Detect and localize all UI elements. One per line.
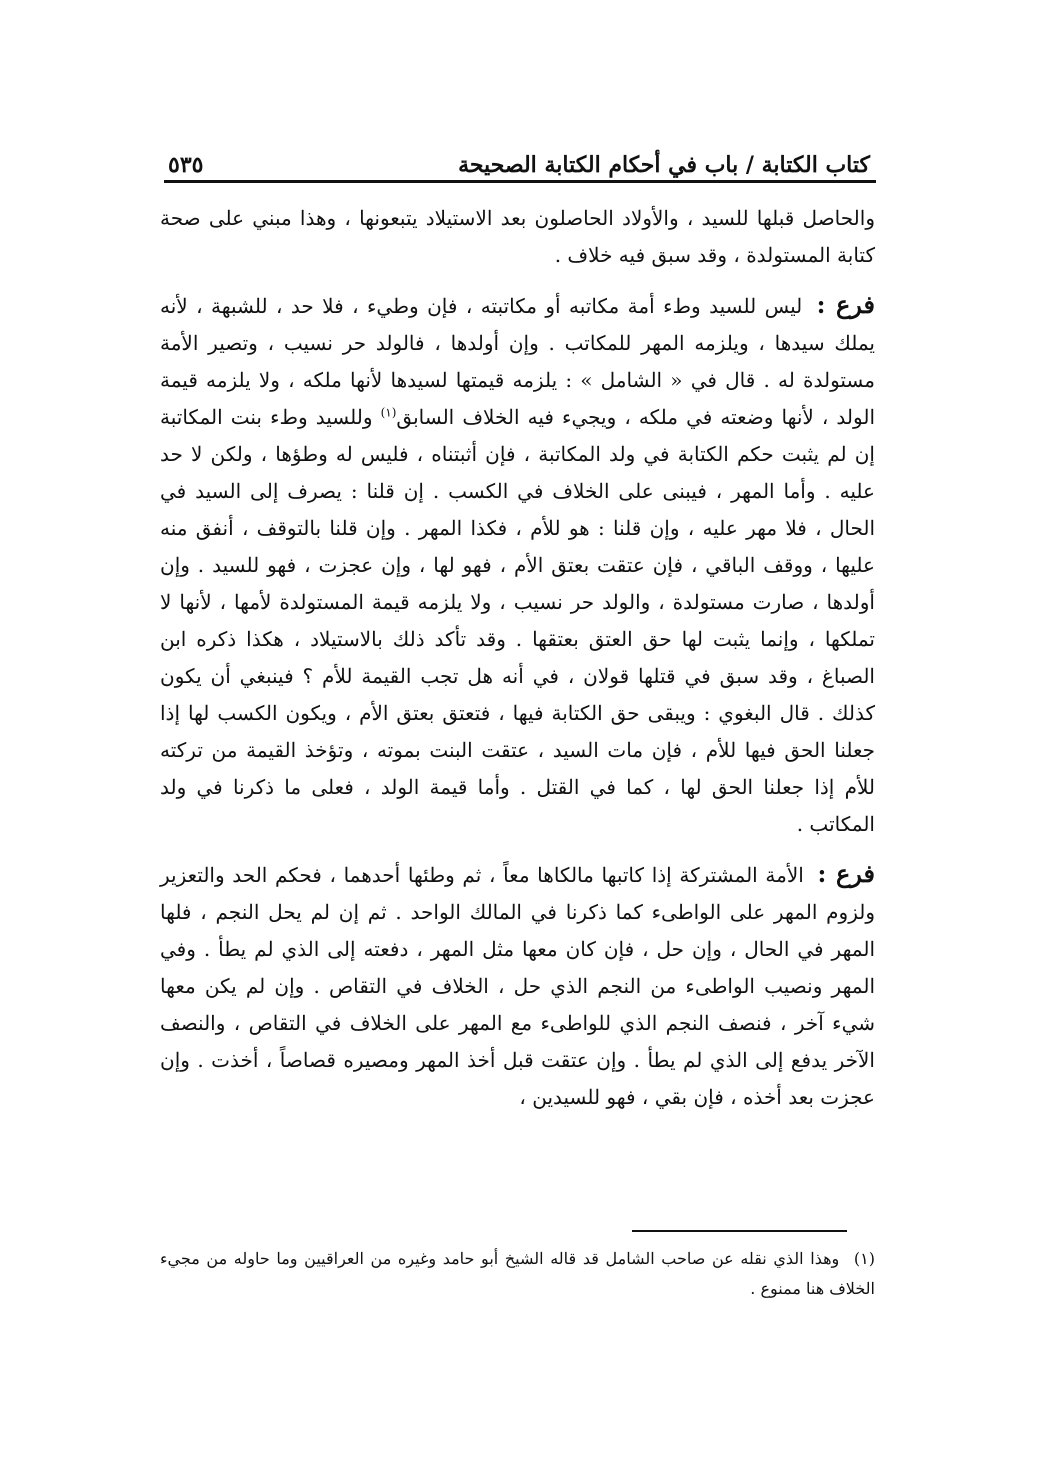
paragraph-far-1	[160, 286, 875, 843]
footnote-marker: (١)	[853, 1249, 875, 1268]
footnote-reference: (١)	[380, 405, 397, 420]
running-title: كتاب الكتابة / باب في أحكام الكتابة الصحيحة	[458, 152, 870, 178]
paragraph-text: ليس للسيد وطء أمة مكاتبه أو مكاتبته ، فإن وطيء ، فلا حد ، للشبهة ، لأنه يملك سيدها ، ويلزمه المهر للمكاتب . وإن أولدها ، فالولد حر نسيب ، وتصير الأمة مستولدة له . قال في « الشامل » : يلزمه قيمتها لسيدها لأنها ملكه ، ولا يلزمه قيمة الولد ، لأنها وضعته في ملكه ، ويجيء فيه الخلاف السابق	[160, 294, 876, 429]
footnote-text: وهذا الذي نقله عن صاحب الشامل قد قاله الشيخ أبو حامد وغيره من العراقيين وما حاوله من مجيء الخلاف هنا ممنوع .	[160, 1249, 875, 1298]
paragraph-text: والحاصل قبلها للسيد ، والأولاد الحاصلون بعد الاستيلاد يتبعونها ، وهذا مبني على صحة كتابة المستولدة ، وقد سبق فيه خلاف .	[160, 206, 875, 267]
footnote	[160, 1244, 875, 1304]
header-rule	[164, 180, 876, 183]
paragraph-text: وللسيد وطء بنت المكاتبة إن لم يثبت حكم الكتابة في ولد المكاتبة ، فإن أثبتناه ، فليس له وطؤها ، ولكن لا حد عليه . وأما المهر ، فيبنى على الخلاف في الكسب . إن قلنا : يصرف إلى السيد في الحال ، فلا مهر عليه ، وإن قلنا : هو للأم ، فكذا المهر . وإن قلنا بالتوقف ، أنفق منه عليها ، ووقف الباقي ، فإن عتقت بعتق الأم ، فهو لها ، وإن عجزت ، فهو للسيد . وإن أولدها ، صارت مستولدة ، والولد حر نسيب ، ولا يلزمه قيمة المستولدة لأمها ، لأنها لا تملكها ، وإنما يثبت لها حق العتق بعتقها . وقد تأكد ذلك بالاستيلاد ، هكذا ذكره ابن الصباغ ، وقد سبق في قتلها قولان ، في أنه هل تجب القيمة للأم ؟ فينبغي أن يكون كذلك . قال البغوي : ويبقى حق الكتابة فيها ، فتعتق بعتق الأم ، ويكون الكسب لها إذا جعلنا الحق فيها للأم ، فإن مات السيد ، عتقت البنت بموته ، وتؤخذ القيمة من تركته للأم إذا جعلنا الحق لها ، كما في القتل . وأما قيمة الولد ، فعلى ما ذكرنا في ولد المكاتب .	[160, 405, 875, 836]
paragraph-far-2	[160, 855, 875, 1116]
footnote-rule	[632, 1230, 847, 1232]
section-label: فرع :	[817, 859, 875, 888]
main-text	[160, 200, 875, 1116]
page-header	[168, 138, 870, 178]
section-label: فرع :	[816, 290, 875, 319]
page-number: ٥٣٥	[168, 152, 204, 178]
paragraph-text: الأمة المشتركة إذا كاتبها مالكاها معاً ، ثم وطئها أحدهما ، فحكم الحد والتعزير ولزوم المهر على الواطىء كما ذكرنا في المالك الواحد . ثم إن لم يحل النجم ، فلها المهر في الحال ، وإن حل ، فإن كان معها مثل المهر ، دفعته إلى الذي لم يطأ . وفي المهر ونصيب الواطىء من النجم الذي حل ، الخلاف في التقاص . وإن لم يكن معها شيء آخر ، فنصف النجم الذي للواطىء مع المهر على الخلاف في التقاص ، والنصف الآخر يدفع إلى الذي لم يطأ . وإن عتقت قبل أخذ المهر ومصيره قصاصاً ، أخذت . وإن عجزت بعد أخذه ، فإن بقي ، فهو للسيدين ،	[160, 863, 875, 1109]
paragraph-continuation	[160, 200, 875, 274]
